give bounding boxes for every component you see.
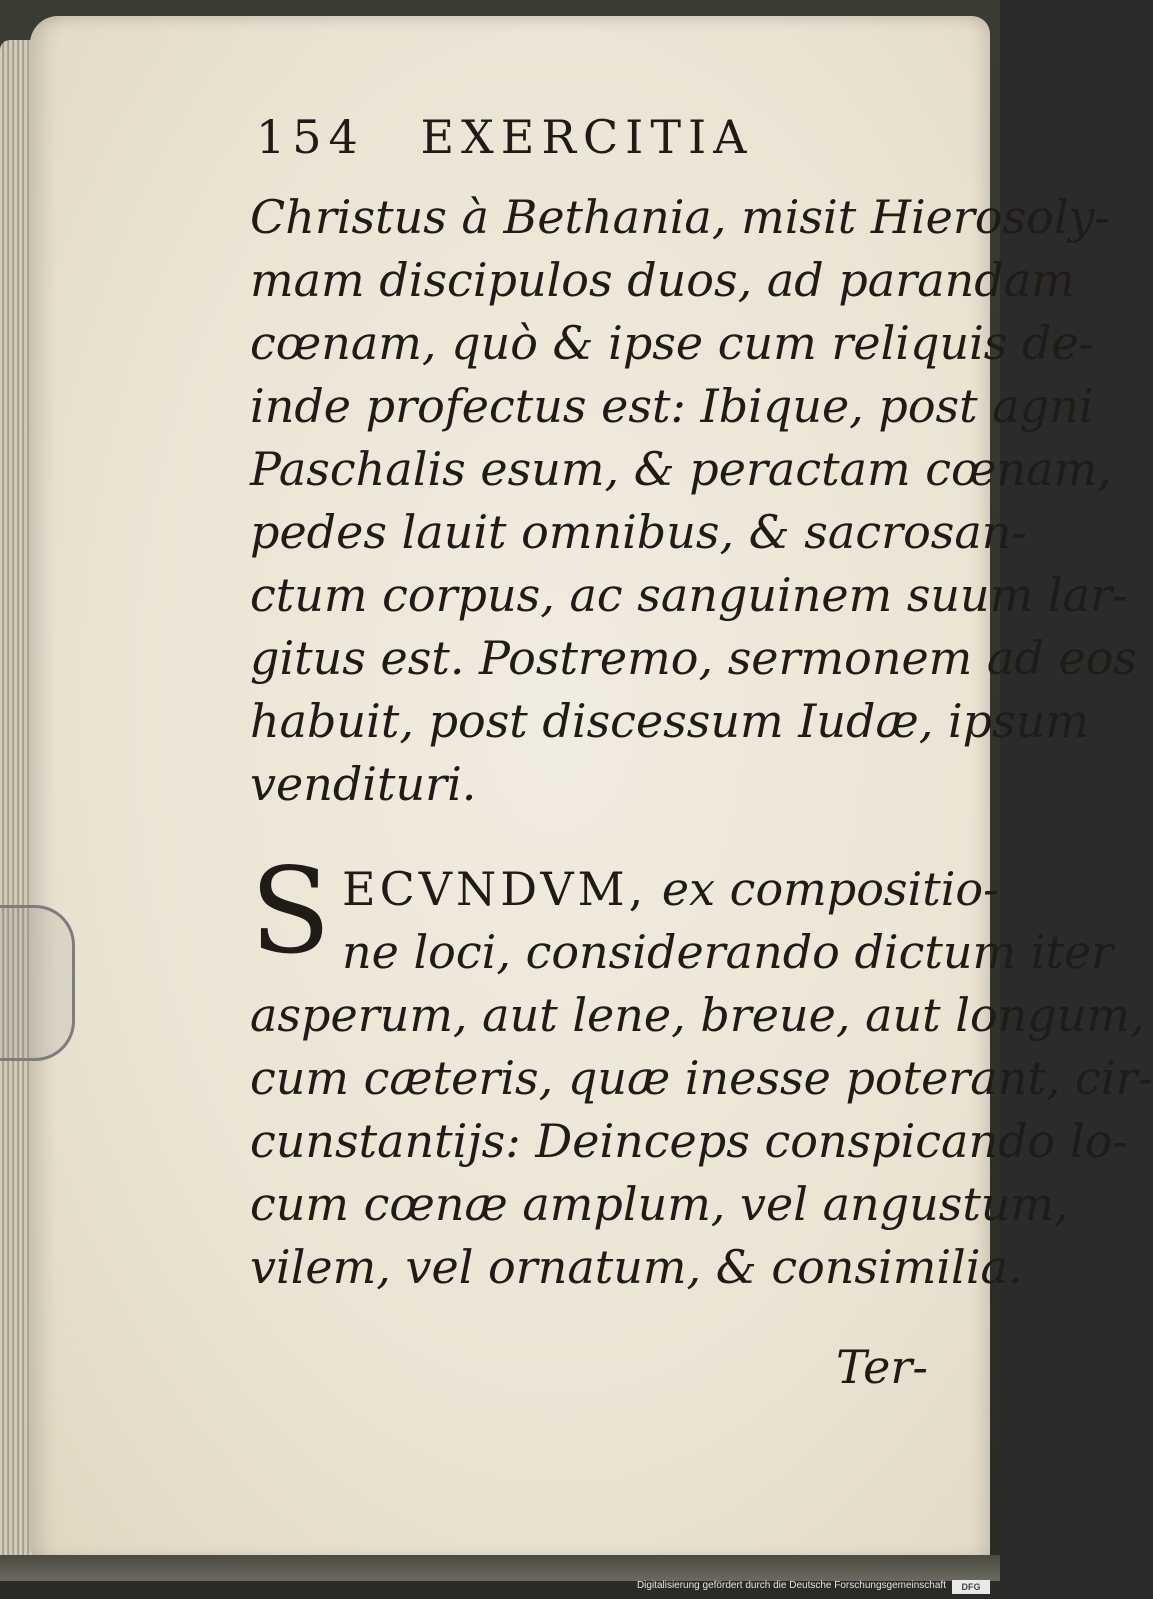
text-line: cum cæteris, quæ inesse poterant, cir- [250,1051,1153,1105]
text-line: ctum corpus, ac sanguinem suum lar- [250,568,1128,622]
text-line: cœnam, quò & ipse cum reliquis de- [250,316,1095,370]
text-line [342,858,999,921]
text-line: pedes lauit omnibus, & sacrosan- [250,505,1027,559]
digitization-credit: Digitalisierung gefördert durch die Deutsche Forschungsgemeinschaft [636,1580,946,1591]
small-caps-word: ECVNDVM, [342,862,648,916]
drop-cap: S [250,842,331,980]
text-line: mam discipulos duos, ad parandam [250,253,1075,307]
page-bottom-edge [0,1555,1000,1581]
running-title: EXERCITIA [420,110,754,164]
text-line: cunstantijs: Deinceps conspicando lo- [250,1114,1128,1168]
text-line: Paschalis esum, & peractam cœnam, [250,442,1112,496]
text-line: asperum, aut lene, breue, aut longum, [250,988,1145,1042]
text-line: vendituri. [250,757,477,811]
page-number: 154 [256,110,365,164]
text-line: habuit, post discessum Iudæ, ipsum [250,694,1089,748]
running-head [256,110,816,174]
dfg-logo: DFG [952,1580,990,1594]
book-clasp [0,905,75,1061]
text-line: vilem, vel ornatum, & consimilia. [250,1240,1023,1294]
first-line-rest: ex compositio- [647,862,999,916]
text-line: gitus est. Postremo, sermonem ad eos [250,631,1137,685]
text-line: cum cœnæ amplum, vel angustum, [250,1177,1069,1231]
paragraph-2-lines [250,984,1153,1299]
text-line: ne loci, considerando dictum iter [342,925,1114,979]
paragraph-1 [250,186,1137,816]
text-line: inde profectus est: Ibique, post agni [250,379,1094,433]
text-line: Christus à Bethania, misit Hierosoly- [250,190,1111,244]
catchword: Ter- [836,1340,928,1394]
